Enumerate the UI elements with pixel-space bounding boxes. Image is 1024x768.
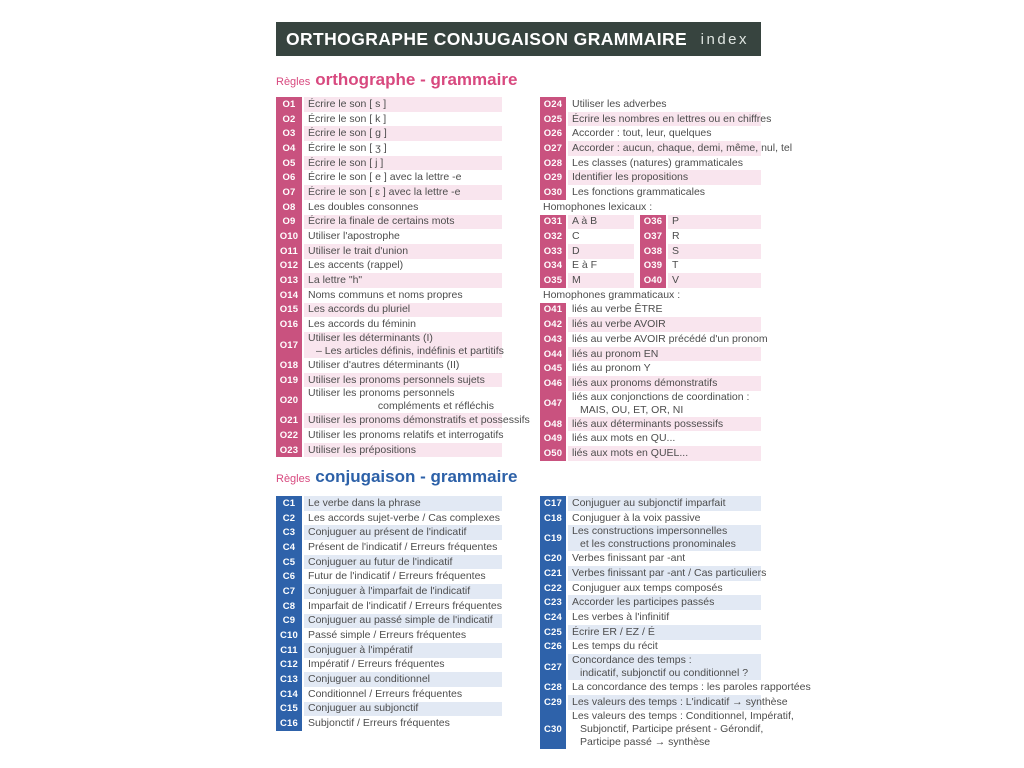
rule-title: Conjuguer au conditionnel (304, 672, 502, 687)
index-row-o8 (276, 200, 502, 215)
rule-code-badge: O3 (276, 126, 302, 141)
index-row-o42 (540, 317, 761, 332)
rule-title: E à F (572, 259, 598, 272)
rule-title: Écrire le son [ j ] (304, 156, 502, 171)
rule-title: liés aux pronoms démonstratifs (568, 376, 761, 391)
rule-code-badge: O21 (276, 413, 302, 428)
rule-code-badge: C4 (276, 540, 302, 555)
rule-code-badge: O12 (276, 259, 302, 274)
index-row-o4 (276, 141, 502, 156)
rule-code-badge: O19 (276, 373, 302, 388)
rule-code-badge: C2 (276, 511, 302, 526)
rule-code-badge: O26 (540, 126, 566, 141)
rule-title: D (568, 244, 634, 259)
rule-title: Accorder les participes passés (568, 595, 761, 610)
rule-code-badge: O2 (276, 112, 302, 127)
rule-title: Écrire les nombres en lettres ou en chiffres (568, 112, 761, 127)
rule-title: Les valeurs des temps : Conditionnel, Impératif, Subjonctif, Participe présent - Gérondif, Participe passé → synthèse (572, 709, 794, 748)
rule-code-badge: O28 (540, 156, 566, 171)
rule-code-badge: O8 (276, 200, 302, 215)
rule-code-badge: C17 (540, 496, 566, 511)
homophones-left-subcolumn (540, 215, 634, 288)
rule-title: liés aux mots en QUEL... (568, 446, 761, 461)
index-row-o39 (640, 259, 761, 274)
orthographe-right-column (540, 97, 793, 461)
rule-title: liés au verbe AVOIR précédé d'un pronom (572, 332, 768, 345)
rule-code-badge: O31 (540, 215, 566, 230)
rule-title: La lettre "h" (304, 273, 502, 288)
rule-code-badge: O49 (540, 431, 566, 446)
rule-code-badge: O35 (540, 273, 566, 288)
rule-title: Impératif / Erreurs fréquentes (308, 658, 445, 671)
index-row-o29 (540, 170, 761, 185)
rule-title: Utiliser les pronoms personnels compléments et réfléchis (308, 387, 494, 413)
rule-title: Écrire la finale de certains mots (304, 215, 502, 230)
section-heading-orthographe (276, 70, 517, 92)
rule-title: Écrire le son [ ʒ ] (308, 141, 387, 154)
rule-code-badge: C20 (540, 551, 566, 566)
rule-title: Les temps du récit (572, 640, 658, 653)
rule-title: liés au verbe AVOIR (568, 317, 761, 332)
index-row-c20 (540, 551, 761, 566)
rule-code-badge: O30 (540, 185, 566, 200)
index-row-o30 (540, 185, 761, 200)
rule-code-badge: C1 (276, 496, 302, 511)
rule-title: V (668, 273, 761, 288)
index-row-o2 (276, 112, 502, 127)
index-row-c15 (276, 702, 502, 717)
rule-title: Écrire le son [ s ] (304, 97, 502, 112)
index-row-o44 (540, 347, 761, 362)
index-row-c28 (540, 680, 811, 695)
index-row-o21 (276, 413, 530, 428)
rule-title: Utiliser les pronoms relatifs et interrogatifs (308, 428, 504, 441)
index-row-c30 (540, 709, 794, 749)
rule-code-badge: O29 (540, 170, 566, 185)
rule-title: Écrire le son [ ɛ ] avec la lettre -e (304, 185, 502, 200)
rule-title: Passé simple / Erreurs fréquentes (308, 629, 467, 642)
rule-title: A à B (568, 215, 634, 230)
rule-code-badge: O44 (540, 347, 566, 362)
rule-title: Utiliser les pronoms démonstratifs et possessifs (304, 413, 502, 428)
rule-title: Présent de l'indicatif / Erreurs fréquentes (308, 540, 498, 553)
rule-code-badge: C30 (540, 710, 566, 749)
rule-title: Les accords du pluriel (304, 303, 502, 318)
index-label: index (700, 30, 749, 48)
rule-title: Subjonctif / Erreurs fréquentes (308, 717, 450, 730)
header-bar (276, 22, 761, 56)
rule-title: Accorder : tout, leur, quelques (572, 127, 712, 140)
page-title: ORTHOGRAPHE CONJUGAISON GRAMMAIRE (286, 28, 688, 49)
rule-code-badge: O46 (540, 376, 566, 391)
rule-title: T (672, 259, 679, 272)
rule-code-badge: C7 (276, 584, 302, 599)
index-row-o32 (540, 229, 634, 244)
index-row-c13 (276, 672, 502, 687)
index-row-o11 (276, 244, 502, 259)
rule-code-badge: O32 (540, 229, 566, 244)
rule-code-badge: O6 (276, 170, 302, 185)
rule-code-badge: O5 (276, 156, 302, 171)
rule-code-badge: O20 (276, 387, 302, 413)
rule-code-badge: C23 (540, 595, 566, 610)
rule-code-badge: O1 (276, 97, 302, 112)
index-row-o22 (276, 428, 502, 443)
rule-code-badge: O45 (540, 361, 566, 376)
index-row-o33 (540, 244, 634, 259)
section-title-conjugaison: conjugaison - grammaire (315, 467, 518, 486)
section-title-orthographe: orthographe - grammaire (315, 70, 518, 89)
index-row-o50 (540, 446, 761, 461)
rule-code-badge: C13 (276, 672, 302, 687)
rule-code-badge: C11 (276, 643, 302, 658)
index-row-o10 (276, 229, 502, 244)
index-row-c4 (276, 540, 502, 555)
rule-title: liés aux mots en QU... (572, 432, 676, 445)
rule-code-badge: O4 (276, 141, 302, 156)
rule-title: Conjuguer aux temps composés (572, 581, 723, 594)
conjugaison-left-column (276, 496, 502, 731)
rule-code-badge: C14 (276, 687, 302, 702)
index-row-c12 (276, 658, 502, 673)
rule-title: R (672, 230, 680, 243)
rule-code-badge: O17 (276, 332, 302, 358)
index-row-o6 (276, 170, 502, 185)
rule-title: Conjuguer au subjonctif imparfait (568, 496, 761, 511)
rule-code-badge: O14 (276, 288, 302, 303)
rule-code-badge: O48 (540, 417, 566, 432)
index-row-o47 (540, 391, 761, 417)
rule-code-badge: C21 (540, 566, 566, 581)
index-row-o17 (276, 332, 502, 358)
rule-title: Utiliser les déterminants (I) – Les articles définis, indéfinis et partitifs (304, 332, 502, 358)
rule-code-badge: O41 (540, 303, 566, 318)
index-row-o40 (640, 273, 761, 288)
rule-title: C (572, 230, 580, 243)
rule-code-badge: O36 (640, 215, 666, 230)
index-row-o1 (276, 97, 502, 112)
index-row-o35 (540, 273, 634, 288)
index-row-o34 (540, 259, 634, 274)
rule-code-badge: C25 (540, 625, 566, 640)
index-row-o43 (540, 332, 768, 347)
rule-title: Les fonctions grammaticales (572, 185, 706, 198)
group-label: Homophones lexicaux : (543, 201, 653, 214)
rule-title: Écrire le son [ e ] avec la lettre -e (308, 171, 462, 184)
rule-code-badge: O39 (640, 259, 666, 274)
rule-title: Les accents (rappel) (308, 259, 404, 272)
rule-title: Les accords sujet-verbe / Cas complexes (308, 511, 500, 524)
index-row-o19 (276, 373, 502, 388)
orthographe-left-column (276, 97, 530, 457)
rule-code-badge: O25 (540, 112, 566, 127)
rule-title: Écrire ER / EZ / É (568, 625, 761, 640)
rule-code-badge: O7 (276, 185, 302, 200)
index-row-c10 (276, 628, 502, 643)
rule-title: Les doubles consonnes (308, 200, 419, 213)
rule-title: Les verbes à l'infinitif (572, 610, 670, 623)
index-row-c24 (540, 610, 761, 625)
rule-title: Identifier les propositions (568, 170, 761, 185)
rule-title: Noms communs et noms propres (308, 288, 463, 301)
index-row-c1 (276, 496, 502, 511)
index-row-o27 (540, 141, 793, 156)
rule-title: liés au verbe ÊTRE (572, 303, 663, 316)
homophones-two-column-block (540, 215, 761, 288)
index-row-o12 (276, 259, 502, 274)
index-row-c21 (540, 566, 767, 581)
index-row-o20 (276, 387, 502, 413)
rule-title: Conjuguer au présent de l'indicatif (304, 525, 502, 540)
index-row-c7 (276, 584, 502, 599)
rule-title: Verbes finissant par -ant / Cas particuliers (568, 566, 761, 581)
rule-title: Les accords du féminin (308, 318, 416, 331)
rule-code-badge: O34 (540, 259, 566, 274)
rule-title: M (568, 273, 634, 288)
index-row-o7 (276, 185, 502, 200)
rule-title: Conjuguer à l'imparfait de l'indicatif (304, 584, 502, 599)
index-row-c18 (540, 511, 761, 526)
section-heading-conjugaison (276, 467, 517, 489)
index-row-o45 (540, 361, 761, 376)
rule-code-badge: C27 (540, 654, 566, 680)
index-row-o16 (276, 317, 502, 332)
rule-title: Conditionnel / Erreurs fréquentes (308, 687, 463, 700)
rule-title: Écrire le son [ g ] (304, 126, 502, 141)
rule-code-badge: O15 (276, 303, 302, 318)
rule-code-badge: O37 (640, 229, 666, 244)
rule-title: Le verbe dans la phrase (304, 496, 502, 511)
index-row-c14 (276, 687, 502, 702)
rule-title: Futur de l'indicatif / Erreurs fréquentes (308, 570, 486, 583)
index-row-o49 (540, 431, 761, 446)
rule-title: Utiliser l'apostrophe (308, 230, 400, 243)
rule-code-badge: C3 (276, 525, 302, 540)
rule-title: Écrire le son [ k ] (308, 112, 387, 125)
index-row-o41 (540, 303, 761, 318)
rule-code-badge: O10 (276, 229, 302, 244)
group-label: Homophones grammaticaux : (543, 289, 681, 302)
index-row-o13 (276, 273, 502, 288)
rule-code-badge: O18 (276, 358, 302, 373)
index-row-c11 (276, 643, 502, 658)
rule-title: liés au pronom Y (572, 362, 651, 375)
regles-label: Règles (276, 76, 311, 88)
rule-title: Conjuguer au futur de l'indicatif (304, 555, 502, 570)
rule-title: P (668, 215, 761, 230)
rule-code-badge: C18 (540, 511, 566, 526)
index-row-c19 (540, 525, 761, 551)
index-row-c16 (276, 716, 502, 731)
index-row-c25 (540, 625, 761, 640)
rule-code-badge: O40 (640, 273, 666, 288)
index-row-c3 (276, 525, 502, 540)
rule-code-badge: C16 (276, 716, 302, 731)
rule-title: Conjuguer à l'impératif (304, 643, 502, 658)
index-row-c17 (540, 496, 761, 511)
rule-code-badge: C22 (540, 581, 566, 596)
rule-code-badge: C26 (540, 640, 566, 655)
index-row-o38 (640, 244, 761, 259)
index-row-c2 (276, 511, 502, 526)
rule-code-badge: C6 (276, 569, 302, 584)
rule-title: Concordance des temps : indicatif, subjonctif ou conditionnel ? (568, 654, 761, 680)
rule-title: Utiliser les adverbes (572, 97, 667, 110)
index-row-o31 (540, 215, 634, 230)
index-row-o28 (540, 156, 761, 171)
rule-title: Utiliser les prépositions (304, 443, 502, 458)
index-row-c22 (540, 581, 761, 596)
rule-code-badge: C5 (276, 555, 302, 570)
rule-title: Accorder : aucun, chaque, demi, même, nul, tel (568, 141, 761, 156)
rule-title: Conjuguer à la voix passive (572, 511, 701, 524)
rule-title: Les classes (natures) grammaticales (572, 156, 743, 169)
index-row-c9 (276, 614, 502, 629)
index-row-c29 (540, 695, 788, 710)
rule-code-badge: O22 (276, 428, 302, 443)
rule-title: Conjuguer au subjonctif (304, 702, 502, 717)
rule-code-badge: C24 (540, 610, 566, 625)
rule-code-badge: C8 (276, 599, 302, 614)
index-row-o48 (540, 417, 761, 432)
index-row-c5 (276, 555, 502, 570)
rule-title: Conjuguer au passé simple de l'indicatif (304, 614, 502, 629)
rule-code-badge: O38 (640, 244, 666, 259)
index-row-o37 (640, 229, 761, 244)
rule-title: Utiliser les pronoms personnels sujets (304, 373, 502, 388)
rule-code-badge: O42 (540, 317, 566, 332)
index-row-o3 (276, 126, 502, 141)
rule-code-badge: O23 (276, 443, 302, 458)
rule-title: liés aux déterminants possessifs (568, 417, 761, 432)
rule-code-badge: O13 (276, 273, 302, 288)
index-row-o26 (540, 126, 761, 141)
rule-code-badge: C29 (540, 695, 566, 710)
rule-code-badge: O43 (540, 332, 566, 347)
index-row-o24 (540, 97, 761, 112)
rule-title: liés aux conjonctions de coordination : MAIS, OU, ET, OR, NI (572, 390, 750, 416)
index-row-o36 (640, 215, 761, 230)
index-row-o25 (540, 112, 772, 127)
index-row-o46 (540, 376, 761, 391)
index-row-c23 (540, 595, 761, 610)
homophones-right-subcolumn (640, 215, 761, 288)
index-row-o15 (276, 303, 502, 318)
index-row-c27 (540, 654, 761, 680)
index-row-o23 (276, 443, 502, 458)
index-row-o5 (276, 156, 502, 171)
rule-code-badge: O47 (540, 391, 566, 417)
rule-code-badge: O24 (540, 97, 566, 112)
index-row-o14 (276, 288, 502, 303)
rule-title: Utiliser le trait d'union (304, 244, 502, 259)
rule-code-badge: C19 (540, 525, 566, 551)
index-row-c26 (540, 640, 761, 655)
rule-title: liés au pronom EN (568, 347, 761, 362)
rule-code-badge: C15 (276, 702, 302, 717)
rule-code-badge: C12 (276, 658, 302, 673)
rule-code-badge: C28 (540, 680, 566, 695)
rule-code-badge: C9 (276, 614, 302, 629)
regles-label: Règles (276, 473, 311, 485)
rule-title: S (668, 244, 761, 259)
rule-code-badge: C10 (276, 628, 302, 643)
rule-code-badge: O16 (276, 317, 302, 332)
rule-code-badge: O33 (540, 244, 566, 259)
rule-code-badge: O50 (540, 446, 566, 461)
index-row-c6 (276, 569, 502, 584)
conjugaison-right-column (540, 496, 811, 749)
rule-title: Imparfait de l'indicatif / Erreurs fréquentes (308, 599, 503, 612)
rule-title: Verbes finissant par -ant (572, 552, 686, 565)
rule-title: Utiliser d'autres déterminants (II) (308, 358, 460, 371)
rule-title: La concordance des temps : les paroles rapportées (572, 681, 811, 694)
index-row-o9 (276, 215, 502, 230)
rule-code-badge: O9 (276, 215, 302, 230)
index-row-c8 (276, 599, 502, 614)
rule-title: Les valeurs des temps : L'indicatif → synthèse (568, 695, 761, 710)
rule-code-badge: O27 (540, 141, 566, 156)
rule-code-badge: O11 (276, 244, 302, 259)
index-row-o18 (276, 358, 502, 373)
rule-title: Les constructions impersonnelles et les constructions pronominales (568, 525, 761, 551)
